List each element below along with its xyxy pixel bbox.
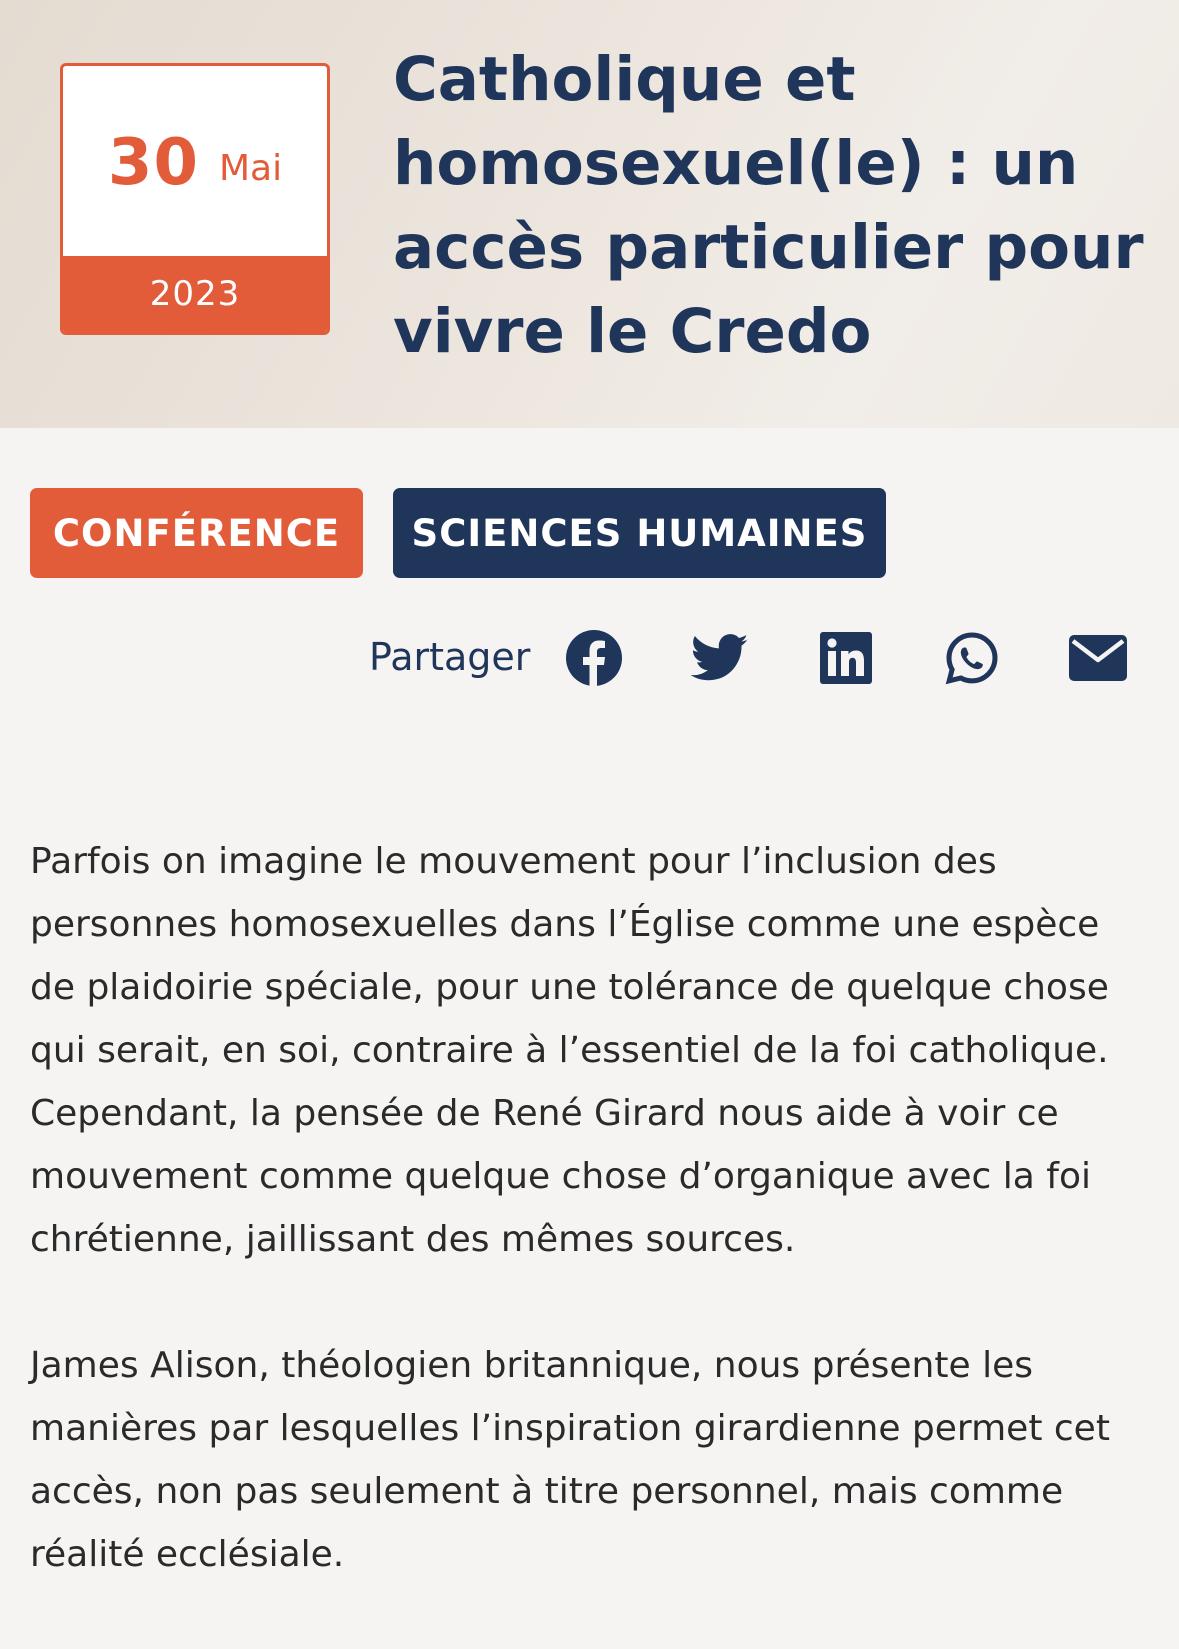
description-paragraph: Parfois on imagine le mouvement pour l’inclusion des personnes homosexuelles dans l’Église comme une espèce de plaidoirie spéciale, pour une tolérance de quelque chose qui serait, en soi, contraire à l’essentiel de la foi catholique. Cependant, la pensée de René Girard nous aide à voir ce mouvement comme quelque chose d’organique avec la foi chrétienne, jaillissant des mêmes sources. — [30, 841, 1109, 1260]
date-day-month — [63, 66, 327, 259]
date-month: Mai — [218, 148, 283, 189]
facebook-icon[interactable] — [564, 628, 624, 688]
date-day: 30 — [107, 125, 199, 200]
tag-conference[interactable]: CONFÉRENCE — [30, 488, 363, 578]
email-icon[interactable] — [1068, 628, 1128, 688]
date-year: 2023 — [63, 256, 327, 332]
share-label: Partager — [369, 635, 531, 679]
event-title: Catholique et homosexuel(le) : un accès particulier pour vivre le Credo — [393, 44, 1144, 367]
event-date-card — [60, 63, 330, 335]
event-description — [30, 830, 1150, 1649]
linkedin-icon[interactable] — [816, 628, 876, 688]
event-header — [0, 0, 1179, 428]
tag-sciences-humaines[interactable]: SCIENCES HUMAINES — [393, 488, 886, 578]
twitter-icon[interactable] — [690, 628, 750, 688]
whatsapp-icon[interactable] — [942, 628, 1002, 688]
description-paragraph: James Alison, théologien britannique, nous présente les manières par lesquelles l’inspiration girardienne permet cet accès, non pas seulement à titre personnel, mais comme réalité ecclésiale. — [30, 1345, 1110, 1575]
